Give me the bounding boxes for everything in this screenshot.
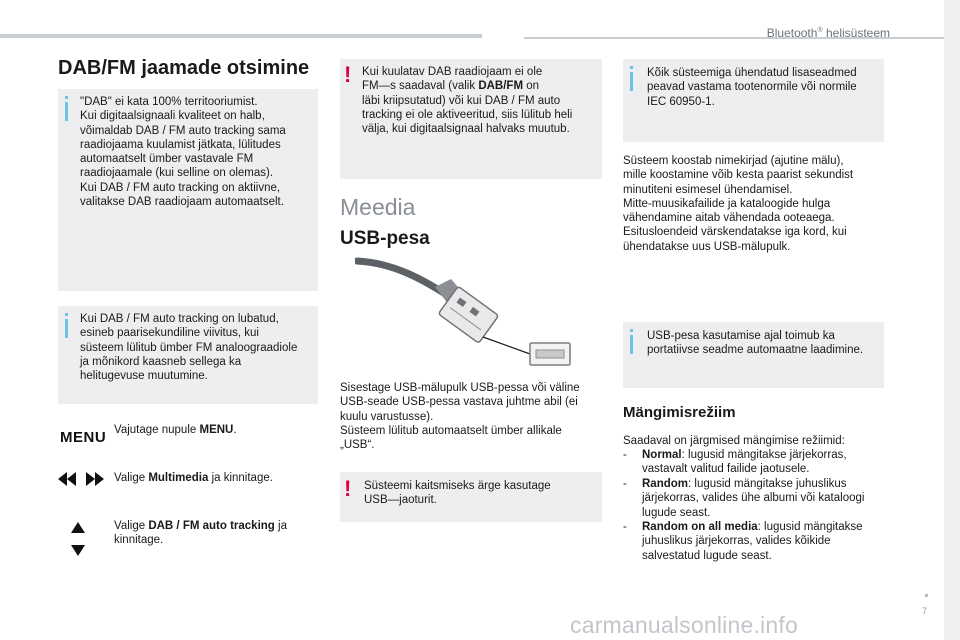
list-item: - Normal: lugusid mängitakse järjekorras, vastavalt valitud failide jaotusele. xyxy=(623,449,847,476)
side-tab xyxy=(944,0,960,640)
top-rule-left xyxy=(0,34,482,38)
play-mode-intro: Saadaval on järgmised mängimise režiimid: xyxy=(623,435,845,447)
warning-icon: ! xyxy=(344,476,352,501)
warning-box-dab-signal xyxy=(340,59,602,179)
info-box-dab-coverage xyxy=(58,89,318,291)
step-select-multimedia: Valige Multimedia ja kinnitage. xyxy=(114,472,273,484)
info-box-iec-norm xyxy=(623,59,884,142)
info-text: "DAB" ei kata 100% territooriumist. Kui digitaalsignaali kvaliteet on halb, võimaldab DAB / FM auto tracking sama raadiojaama kuulamist jätkata, lülitudes automaatselt ümber vastavale FM raadiojaamale (kui selline on olemas). Kui DAB / FM auto tracking on aktiivne, valitakse DAB raadiojaam automaatselt. xyxy=(80,96,286,209)
warning-icon: ! xyxy=(344,62,352,87)
top-rule-right xyxy=(524,37,960,39)
info-icon xyxy=(65,319,68,338)
warning-text: Kui kuulatav DAB raadiojaam ei ole FM—s saadaval (valik DAB/FM on läbi kriipsutatud) või kui DAB / FM auto tracking ei ole aktiveeritud, siis lülitub heli välja, kui digitaalsignaal halvaks muutub. xyxy=(362,66,573,136)
up-down-arrows-icon xyxy=(70,521,86,557)
info-box-dab-delay xyxy=(58,306,318,404)
info-text: Kõik süsteemiga ühendatud lisaseadmed peavad vastama tootenormile või normile IEC 60950-1. xyxy=(647,67,857,108)
page-marker xyxy=(925,594,928,597)
usb-plug-illustration xyxy=(355,255,595,375)
list-item: - Random on all media: lugusid mängitakse juhuslikus järjekorras, valides kõikide salvestatud lugude seast. xyxy=(623,521,863,562)
info-icon xyxy=(65,102,68,121)
step-select-dab-fm: Valige DAB / FM auto tracking ja kinnitage. xyxy=(114,520,287,547)
info-icon xyxy=(630,335,633,354)
menu-button-icon: MENU xyxy=(60,429,107,446)
warning-text: Süsteemi kaitsmiseks ärge kasutage USB—jaoturit. xyxy=(364,480,551,507)
usb-instructions: Sisestage USB-mälupulk USB-pessa või väline USB-seade USB-pessa vastava juhtme abil (ei kuulu varustusse). Süsteem lülitub automaatselt ümber allikale „USB“. xyxy=(340,382,580,452)
subsection-title-play-mode: Mängimisrežiim xyxy=(623,404,736,421)
media-keys-icon xyxy=(57,471,105,487)
info-text: Kui DAB / FM auto tracking on lubatud, esineb paarisekundiline viivitus, kui süsteem lülitub ümber FM analoograadiole ja mõnikord kaasneb sellega ka helitugevuse muutumine. xyxy=(80,313,298,383)
running-header: Bluetooth® helisüsteem xyxy=(766,26,890,40)
warning-box-usb-hub xyxy=(340,472,602,522)
info-icon xyxy=(630,72,633,91)
playlist-info: Süsteem koostab nimekirjad (ajutine mälu), mille koostamine võib kesta paarist sekundist minutiteni esimesel ühendamisel. Mitte-muusikafailide ja kataloogide hulga vähendamine aitab vähendada ooteaega. Esitusloendeid värskendatakse iga kord, kui ühendatakse uus USB-mälupulk. xyxy=(623,155,854,253)
page-number: 7 xyxy=(922,606,928,616)
list-item: - Random: lugusid mängitakse juhuslikus järjekorras, valides ühe albumi või kataloogi lugude seast. xyxy=(623,478,865,519)
info-text: USB-pesa kasutamise ajal toimub ka portatiivse seadme automaatne laadimine. xyxy=(647,330,864,357)
step-press-menu: Vajutage nupule MENU. xyxy=(114,424,237,436)
page-title: DAB/FM jaamade otsimine xyxy=(58,57,310,79)
section-title-media: Meedia xyxy=(340,194,416,220)
subsection-title-usb: USB-pesa xyxy=(340,228,430,249)
site-watermark: carmanualsonline.info xyxy=(570,612,798,638)
info-box-charging xyxy=(623,322,884,388)
